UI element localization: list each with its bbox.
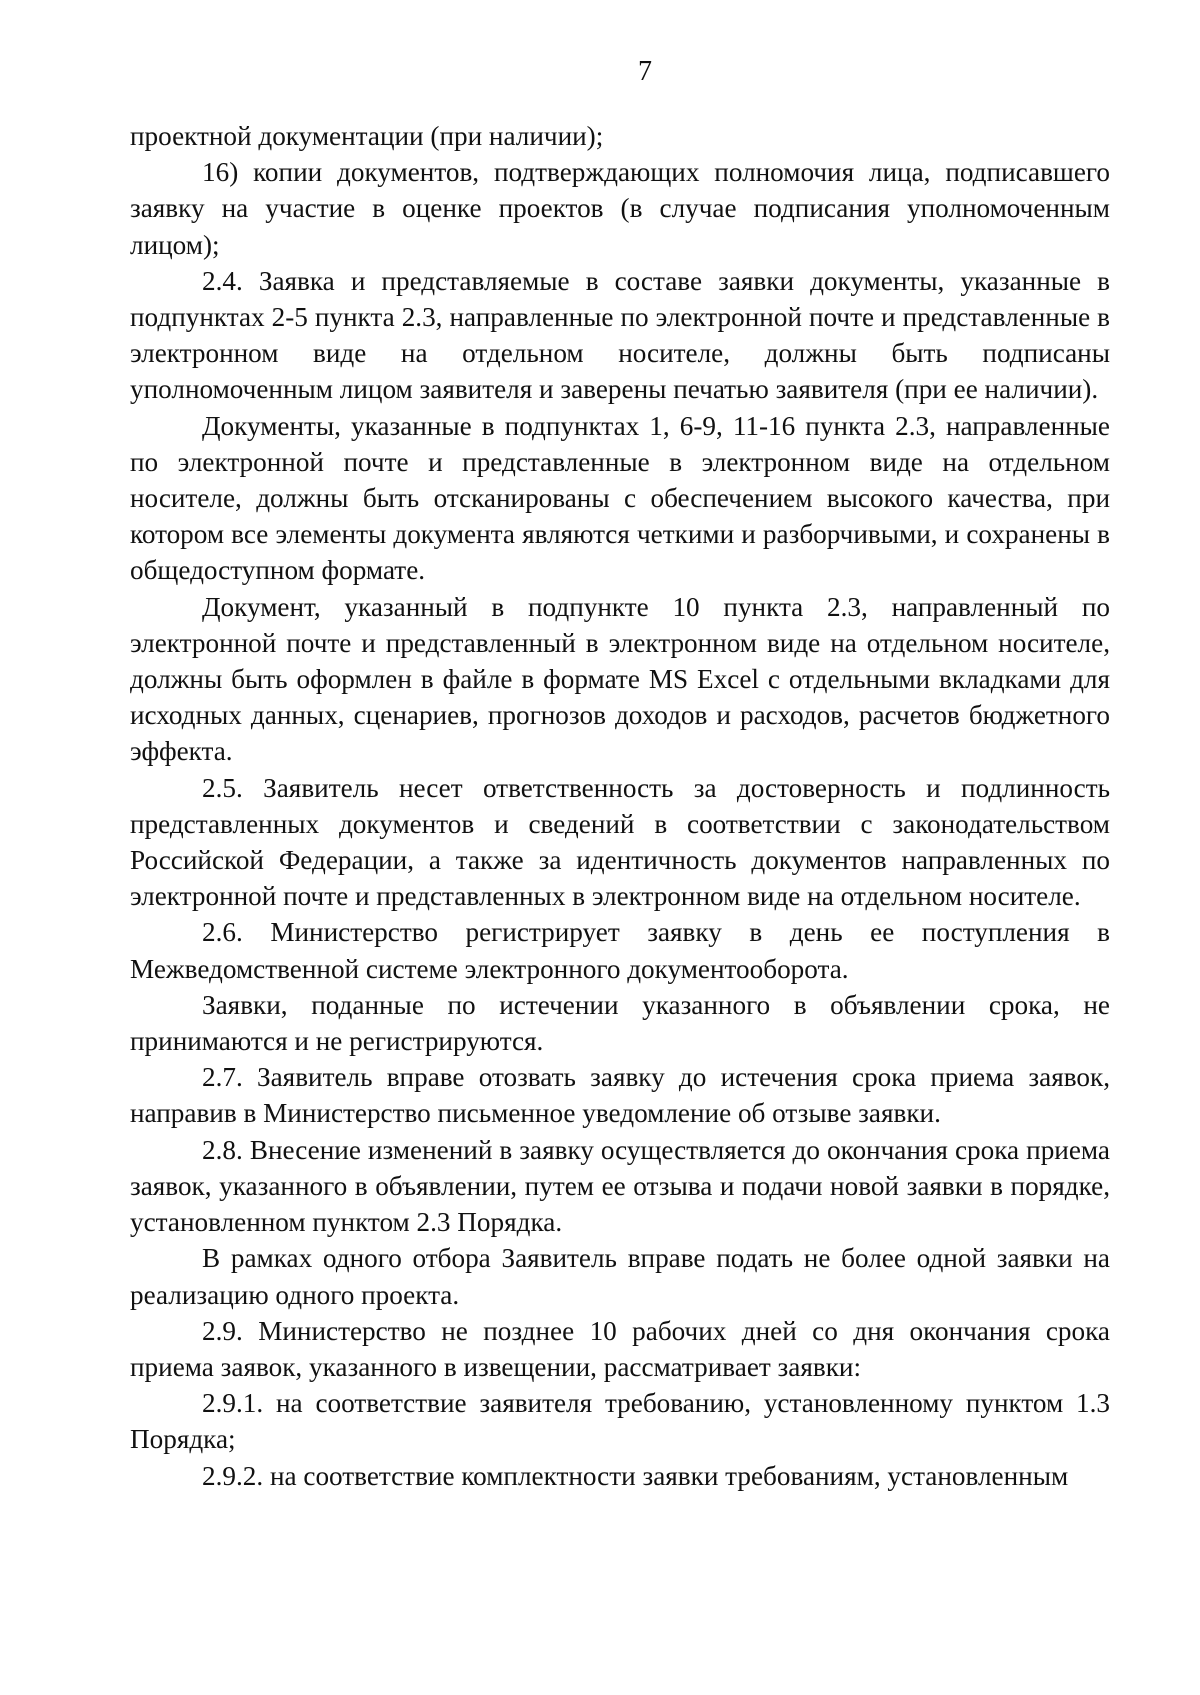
paragraph: 2.7. Заявитель вправе отозвать заявку до истечения срока приема заявок, направив в Министерство письменное уведомление об отзыве заявки. [130,1062,1110,1129]
paragraph: 2.9.1. на соответствие заявителя требованию, установленному пунктом 1.3 Порядка; [130,1388,1110,1455]
document-body [130,118,1110,1494]
paragraph: 2.5. Заявитель несет ответственность за достоверность и подлинность представленных документов и сведений в соответствии с законодательством Российской Федерации, а также за идентичность документов направленных по электронной почте и представленных в электронном виде на отдельном носителе. [130,772,1110,912]
paragraph: 2.9.2. на соответствие комплектности заявки требованиям, установленным [202,1460,1069,1491]
paragraph: 2.8. Внесение изменений в заявку осуществляется до окончания срока приема заявок, указанного в объявлении, путем ее отзыва и подачи новой заявки в порядке, установленном пунктом 2.3 Порядка. [130,1134,1110,1238]
paragraph: Заявки, поданные по истечении указанного в объявлении срока, не принимаются и не регистрируются. [130,989,1110,1057]
paragraph: 2.6. Министерство регистрирует заявку в день ее поступления в Межведомственной системе электронного документооборота. [130,917,1110,984]
paragraph: 2.4. Заявка и представляемые в составе заявки документы, указанные в подпунктах 2-5 пункта 2.3, направленные по электронной почте и представленные в электронном виде на отдельном носителе, должны быть подписаны уполномоченным лицом заявителя и заверены печатью заявителя (при ее наличии). [130,265,1110,405]
paragraph: 2.9. Министерство не позднее 10 рабочих дней со дня окончания срока приема заявок, указанного в извещении, рассматривает заявки: [130,1315,1110,1382]
paragraph: Документы, указанные в подпунктах 1, 6-9, 11-16 пункта 2.3, направленные по электронной почте и представленные в электронном виде на отдельном носителе, должны быть отсканированы с обеспечением высокого качества, при котором все элементы документа являются четкими и разборчивыми, и сохранены в общедоступном формате. [130,410,1110,586]
page-number: 7 [638,56,652,87]
paragraph: Документ, указанный в подпункте 10 пункта 2.3, направленный по электронной почте и представленный в электронном виде на отдельном носителе, должны быть оформлен в файле в формате MS Excel с отдельными вкладками для исходных данных, сценариев, прогнозов доходов и расходов, расчетов бюджетного эффекта. [130,591,1110,767]
paragraph: 16) копии документов, подтверждающих полномочия лица, подписавшего заявку на участие в оценке проектов (в случае подписания уполномоченным лицом); [130,157,1110,260]
paragraph: В рамках одного отбора Заявитель вправе подать не более одной заявки на реализацию одного проекта. [130,1243,1110,1310]
paragraph: проектной документации (при наличии); [130,121,604,151]
